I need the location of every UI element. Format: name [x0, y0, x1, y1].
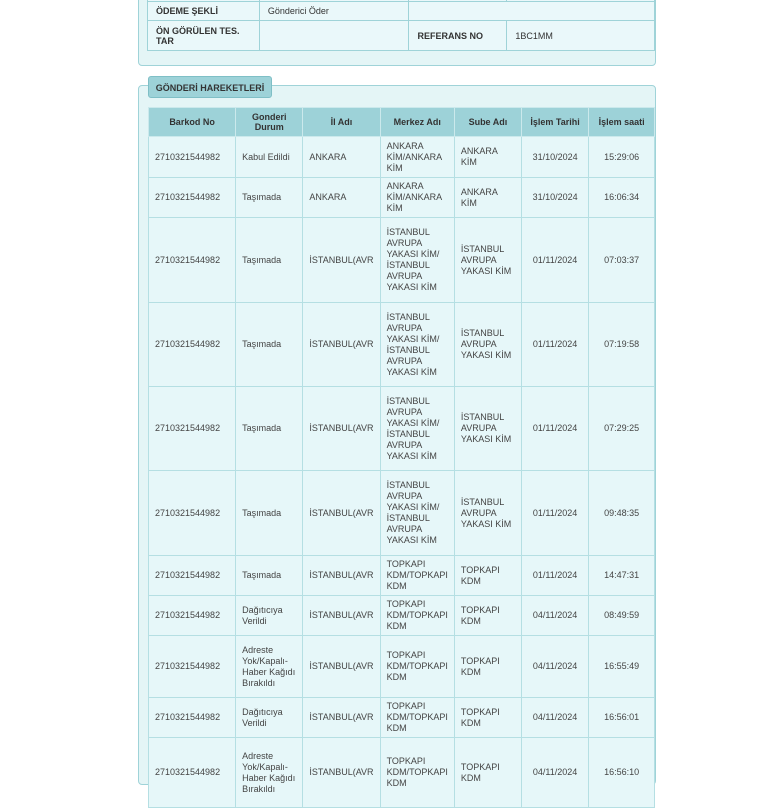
cell-city: İSTANBUL(AVR: [303, 387, 380, 471]
cell-time: 16:55:49: [589, 636, 655, 698]
shipment-movements-title: GÖNDERİ HAREKETLERİ: [148, 76, 272, 98]
cell-barcode: 2710321544982: [149, 178, 236, 218]
cell-city: İSTANBUL(AVR: [303, 596, 380, 636]
info-row: [148, 2, 655, 21]
cell-city: İSTANBUL(AVR: [303, 303, 380, 387]
cell-center: İSTANBUL AVRUPA YAKASI KİM/ İSTANBUL AVRUPA YAKASI KİM: [380, 387, 454, 471]
cell-time: 16:56:10: [589, 738, 655, 808]
cell-status: Taşımada: [236, 387, 303, 471]
shipment-info-panel: [138, 0, 656, 66]
cell-time: 09:48:35: [589, 471, 655, 556]
cell-city: ANKARA: [303, 137, 380, 178]
reference-no-label: REFERANS NO: [409, 21, 507, 51]
payment-type-value: Gönderici Öder: [259, 2, 409, 21]
cell-barcode: 2710321544982: [149, 738, 236, 808]
cell-date: 31/10/2024: [521, 137, 588, 178]
cell-time: 16:06:34: [589, 178, 655, 218]
cell-date: 01/11/2024: [521, 471, 588, 556]
cell-status: Adreste Yok/Kapalı-Haber Kağıdı Bırakıldı: [236, 738, 303, 808]
expected-delivery-label: ÖN GÖRÜLEN TES. TAR: [148, 21, 260, 51]
cell-branch: İSTANBUL AVRUPA YAKASI KİM: [454, 471, 521, 556]
cell-branch: ANKARA KİM: [454, 137, 521, 178]
cell-city: ANKARA: [303, 178, 380, 218]
cell-branch: TOPKAPI KDM: [454, 738, 521, 808]
cell-branch: İSTANBUL AVRUPA YAKASI KİM: [454, 387, 521, 471]
cell-branch: TOPKAPI KDM: [454, 596, 521, 636]
shipment-movements-panel: [138, 83, 656, 794]
cell-date: 04/11/2024: [521, 698, 588, 738]
table-header-row: [149, 108, 655, 137]
cell-center: ANKARA KİM/ANKARA KİM: [380, 137, 454, 178]
cell-date: 01/11/2024: [521, 387, 588, 471]
cell-date: 01/11/2024: [521, 303, 588, 387]
cell-center: TOPKAPI KDM/TOPKAPI KDM: [380, 636, 454, 698]
cell-center: TOPKAPI KDM/TOPKAPI KDM: [380, 556, 454, 596]
cell-branch: ANKARA KİM: [454, 178, 521, 218]
cell-date: 04/11/2024: [521, 636, 588, 698]
cell-date: 31/10/2024: [521, 178, 588, 218]
cell-barcode: 2710321544982: [149, 387, 236, 471]
header-date[interactable]: İşlem Tarihi: [521, 108, 588, 137]
table-row: [149, 596, 655, 636]
cell-barcode: 2710321544982: [149, 698, 236, 738]
table-row: [149, 636, 655, 698]
cell-status: Dağıtıcıya Verildi: [236, 698, 303, 738]
cell-time: 15:29:06: [589, 137, 655, 178]
table-row: [149, 303, 655, 387]
cell-center: TOPKAPI KDM/TOPKAPI KDM: [380, 738, 454, 808]
expected-delivery-value: [259, 21, 409, 51]
header-branch[interactable]: Sube Adı: [454, 108, 521, 137]
cell-status: Taşımada: [236, 471, 303, 556]
cell-city: İSTANBUL(AVR: [303, 556, 380, 596]
table-row: [149, 556, 655, 596]
table-row: [149, 137, 655, 178]
cell-time: 08:49:59: [589, 596, 655, 636]
info-row: [148, 21, 655, 51]
table-row: [149, 218, 655, 303]
header-barcode[interactable]: Barkod No: [149, 108, 236, 137]
shipment-info-table: [147, 0, 655, 51]
cell-status: Adreste Yok/Kapalı-Haber Kağıdı Bırakıldı: [236, 636, 303, 698]
cell-barcode: 2710321544982: [149, 137, 236, 178]
cell-status: Taşımada: [236, 303, 303, 387]
movements-table-body: [149, 137, 655, 808]
cell-status: Taşımada: [236, 556, 303, 596]
cell-center: ANKARA KİM/ANKARA KİM: [380, 178, 454, 218]
table-row: [149, 471, 655, 556]
cell-city: İSTANBUL(AVR: [303, 636, 380, 698]
cell-status: Taşımada: [236, 178, 303, 218]
cell-status: Kabul Edildi: [236, 137, 303, 178]
table-row: [149, 738, 655, 808]
cell-status: Dağıtıcıya Verildi: [236, 596, 303, 636]
cell-time: 07:19:58: [589, 303, 655, 387]
cell-city: İSTANBUL(AVR: [303, 698, 380, 738]
cell-center: TOPKAPI KDM/TOPKAPI KDM: [380, 698, 454, 738]
cell-date: 04/11/2024: [521, 596, 588, 636]
cell-barcode: 2710321544982: [149, 471, 236, 556]
cell-time: 16:56:01: [589, 698, 655, 738]
cell-branch: İSTANBUL AVRUPA YAKASI KİM: [454, 218, 521, 303]
header-city[interactable]: İl Adı: [303, 108, 380, 137]
header-center[interactable]: Merkez Adı: [380, 108, 454, 137]
cell-time: 07:29:25: [589, 387, 655, 471]
cell-time: 14:47:31: [589, 556, 655, 596]
cell-center: İSTANBUL AVRUPA YAKASI KİM/ İSTANBUL AVRUPA YAKASI KİM: [380, 303, 454, 387]
cell-barcode: 2710321544982: [149, 596, 236, 636]
cell-branch: TOPKAPI KDM: [454, 698, 521, 738]
table-row: [149, 387, 655, 471]
cell-barcode: 2710321544982: [149, 556, 236, 596]
cell-branch: TOPKAPI KDM: [454, 556, 521, 596]
cell-barcode: 2710321544982: [149, 303, 236, 387]
reference-no-value: 1BC1MM: [507, 21, 655, 51]
cell-city: İSTANBUL(AVR: [303, 218, 380, 303]
shipment-movements-table: [148, 107, 655, 808]
cell-city: İSTANBUL(AVR: [303, 471, 380, 556]
cell-barcode: 2710321544982: [149, 636, 236, 698]
cell-center: İSTANBUL AVRUPA YAKASI KİM/ İSTANBUL AVRUPA YAKASI KİM: [380, 471, 454, 556]
cell-status: Taşımada: [236, 218, 303, 303]
payment-type-label: ÖDEME ŞEKLİ: [148, 2, 260, 21]
table-row: [149, 698, 655, 738]
table-row: [149, 178, 655, 218]
info-empty-cell: [409, 2, 655, 21]
cell-center: TOPKAPI KDM/TOPKAPI KDM: [380, 596, 454, 636]
cell-time: 07:03:37: [589, 218, 655, 303]
cell-branch: TOPKAPI KDM: [454, 636, 521, 698]
cell-barcode: 2710321544982: [149, 218, 236, 303]
cell-center: İSTANBUL AVRUPA YAKASI KİM/ İSTANBUL AVRUPA YAKASI KİM: [380, 218, 454, 303]
cell-date: 04/11/2024: [521, 738, 588, 808]
header-time[interactable]: İşlem saati: [589, 108, 655, 137]
cell-date: 01/11/2024: [521, 556, 588, 596]
cell-date: 01/11/2024: [521, 218, 588, 303]
cell-city: İSTANBUL(AVR: [303, 738, 380, 808]
header-status[interactable]: Gonderi Durum: [236, 108, 303, 137]
cell-branch: İSTANBUL AVRUPA YAKASI KİM: [454, 303, 521, 387]
